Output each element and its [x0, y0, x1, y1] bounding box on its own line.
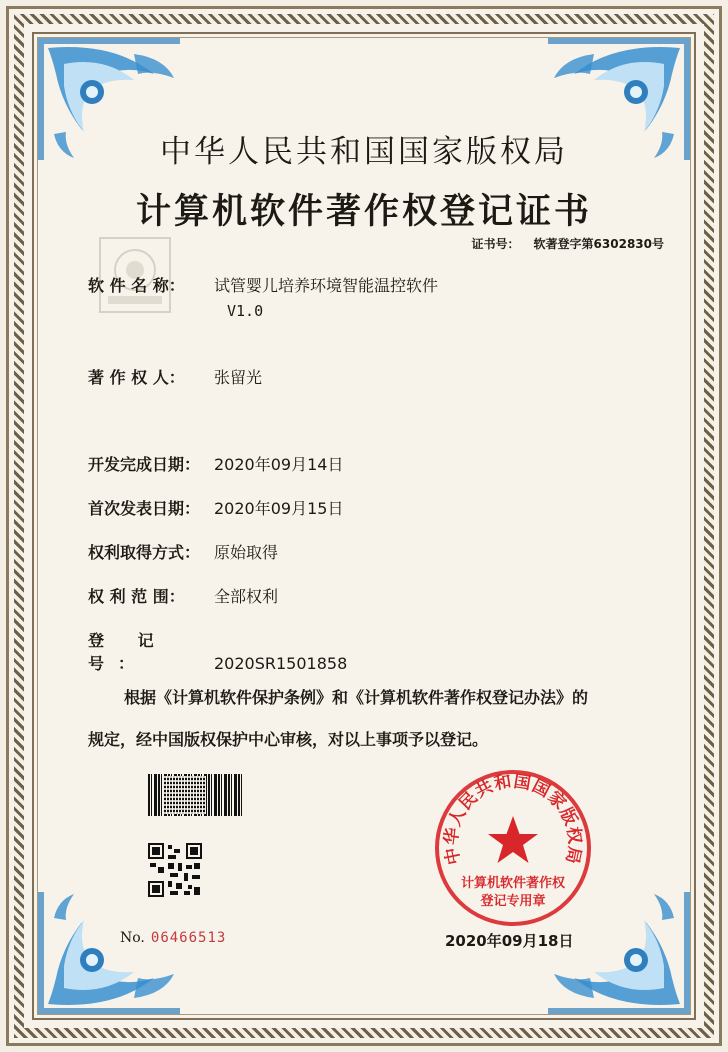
field-completion-date [88, 452, 343, 475]
field-label: 开发完成日期： [88, 455, 201, 474]
field-scope [88, 584, 278, 607]
seal-star-icon [488, 816, 538, 863]
seal-text-line-2: 登记专用章 [480, 894, 546, 909]
barcode-2d-icon [164, 776, 206, 814]
field-value: 2020年09月15日 [214, 499, 344, 518]
field-copyright-holder [88, 365, 262, 388]
field-label: 权 利 范 围： [88, 587, 185, 606]
field-first-publish-date [88, 496, 343, 519]
field-label: 权利取得方式： [88, 543, 201, 562]
field-label: 首次发表日期： [88, 499, 201, 518]
field-value: 张留光 [214, 368, 263, 387]
document-title: 计算机软件著作权登记证书 [135, 192, 592, 232]
field-value: 原始取得 [214, 543, 279, 562]
official-seal [433, 768, 593, 928]
field-value: 试管婴儿培养环境智能温控软件 [214, 276, 439, 295]
issuer-title: 中华人民共和国国家版权局 [160, 134, 568, 170]
field-acquisition-method [88, 540, 278, 563]
certificate-number-label: 证书号： [471, 237, 520, 251]
serial-number [120, 930, 226, 946]
field-label: 软 件 名 称： [88, 276, 185, 295]
seal-ring-text: 中华人民共和国国家版权局 [441, 771, 585, 867]
field-value: 全部权利 [214, 587, 279, 606]
field-registration-number [88, 628, 347, 674]
field-value: 2020年09月14日 [214, 455, 344, 474]
field-label: 登 记 号： [88, 631, 168, 673]
seal-text-line-1: 计算机软件著作权 [460, 876, 565, 891]
software-version: V1.0 [227, 302, 264, 320]
serial-value: 06466513 [150, 930, 227, 946]
issue-date: 2020年09月18日 [445, 932, 574, 950]
field-software-name [88, 273, 438, 296]
certificate-number-value: 软著登字第6302830号 [533, 237, 664, 251]
field-label: 著 作 权 人： [88, 368, 185, 387]
statement-line-2: 规定，经中国版权保护中心审核，对以上事项予以登记。 [88, 730, 489, 749]
field-value: 2020SR1501858 [214, 654, 348, 673]
qr-code-icon [148, 843, 202, 897]
statement-line-1: 根据《计算机软件保护条例》和《计算机软件著作权登记办法》的 [124, 688, 589, 707]
serial-label: No. [120, 930, 145, 946]
corner-ornament-bottom-left [34, 888, 184, 1018]
certificate-number [472, 235, 664, 252]
